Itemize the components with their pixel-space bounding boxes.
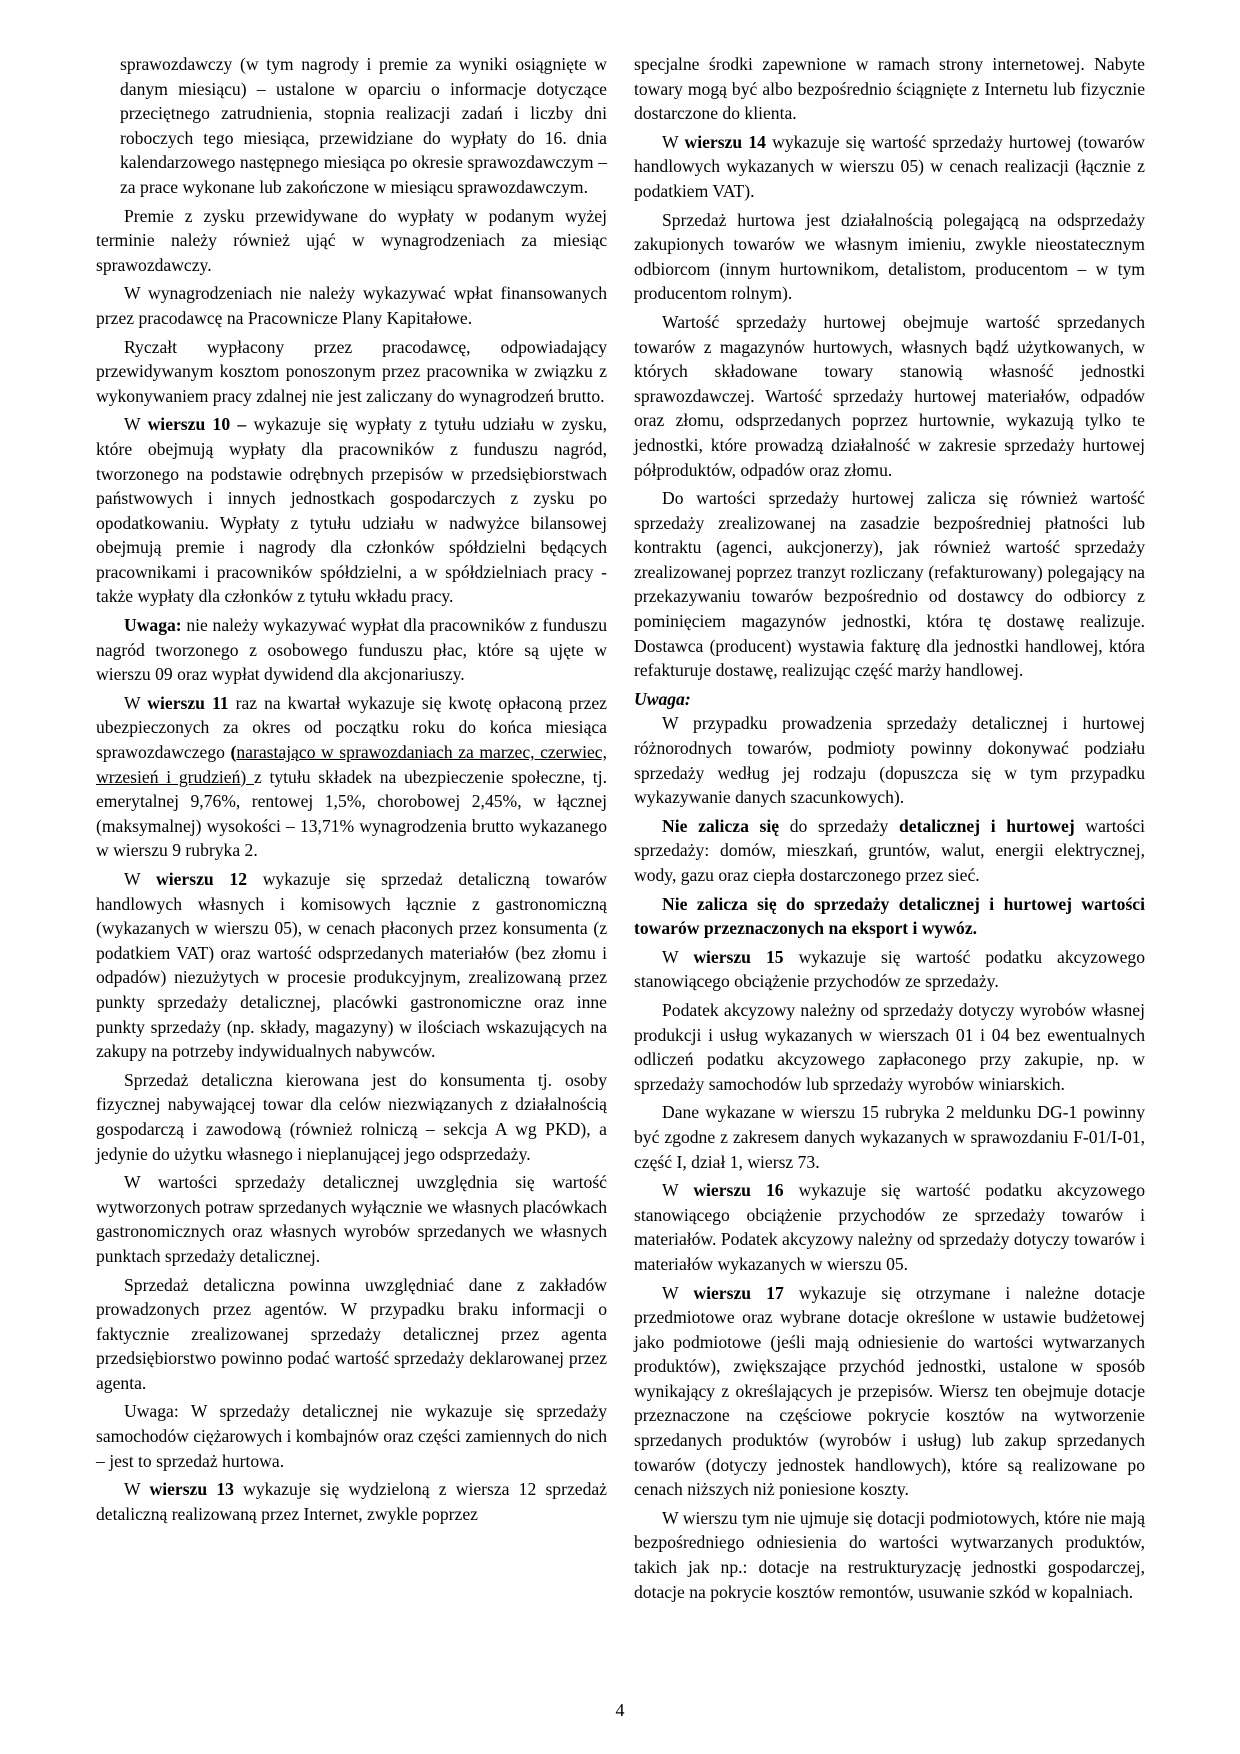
paragraph: Wartość sprzedaży hurtowej obejmuje wartość sprzedanych towarów z magazynów hurtowych, własnych bądź użytkowanych, w których składowane towary stanowią własność jednostki sprawozdawczej. Wartość sprzedaży hurtowej materiałów, odpadów oraz złomu, odsprzedanych poprzez hurtownie, wykazują tylko te jednostki, które prowadzą działalność w zakresie sprzedaży hurtowej półproduktów, odpadów oraz złomu.	[634, 311, 1145, 480]
paragraph: specjalne środki zapewnione w ramach strony internetowej. Nabyte towary mogą być albo bezpośrednio ściągnięte z Internetu lub fizycznie dostarczone do klienta.	[634, 54, 1145, 124]
paragraph-row-10: W wierszu 10 – wykazuje się wypłaty z tytułu udziału w zysku, które obejmują wypłaty dla pracowników z funduszu nagród, tworzonego na podstawie odrębnych przepisów w przedsiębiorstwach państwowych i innych jednostkach gospodarczych z zysku po opodatkowaniu. Wypłaty z tytułu udziału w nadwyżce bilansowej obejmują premie i nagrody dla członków spółdzielni będących pracownikami i pracowników spółdzielni, a w spółdzielniach pracy - także wypłaty dla członków z tytułu wkładu pracy.	[96, 414, 608, 607]
left-column	[96, 52, 607, 1530]
note-paragraph: Uwaga: nie należy wykazywać wypłat dla pracowników z funduszu nagród tworzonego z osobowego funduszu płac, które są ujęte w wierszu 09 oraz wypłat dywidend dla akcjonariuszy.	[96, 615, 607, 685]
paragraph: Nie zalicza się do sprzedaży detalicznej i hurtowej wartości towarów przeznaczonych na eksport i wywóz.	[634, 893, 1145, 939]
paragraph-row-17: W wierszu 17 wykazuje się otrzymane i należne dotacje przedmiotowe oraz wybrane dotacje określone w ustawie budżetowej jako podmiotowe (jeśli mają odniesienie do wartości wytwarzanych produktów), zwiększające przychód jednostki, ustalone w sposób wynikający z określających je przepisów. Wiersz ten obejmuje dotacje przeznaczone na częściowe pokrycie kosztów na wytworzenie sprzedanych produktów (wyrobów i usług) lub zakup sprzedanych towarów (dotyczy jednostek handlowych), które są realizowane po cenach niższych niż poniesione koszty.	[634, 1282, 1146, 1500]
right-column	[634, 52, 1145, 1608]
paragraph: Premie z zysku przewidywane do wypłaty w podanym wyżej terminie należy również ująć w wynagrodzeniach za miesiąc sprawozdawczy.	[96, 205, 607, 275]
paragraph: Dane wykazane w wierszu 15 rubryka 2 meldunku DG-1 powinny być zgodne z zakresem danych wykazanych w sprawozdaniu F-01/I-01, część I, dział 1, wiersz 73.	[634, 1102, 1145, 1172]
paragraph: W przypadku prowadzenia sprzedaży detalicznej i hurtowej różnorodnych towarów, podmioty powinny dokonywać podziału sprzedaży według jej rodzaju (dopuszcza się w tym przypadku wykazywanie danych szacunkowych).	[634, 713, 1145, 808]
page-number: 4	[615, 1700, 625, 1720]
paragraph: Do wartości sprzedaży hurtowej zalicza się również wartość sprzedaży zrealizowanej na zasadzie bezpośredniej płatności lub kontraktu (agenci, aukcjonerzy), jak również wartość sprzedaży zrealizowanej poprzez tranzyt rozliczany (refakturowany) polegający na przekazywaniu towarów bezpośrednio od dostawcy do odbiorcy z pominięciem magazynów jednostki, która tę dostawę realizuje. Dostawca (producent) wystawia fakturę dla jednostki handlowej, która refakturuje dostawę, realizując część marży handlowej.	[634, 488, 1145, 681]
paragraph-row-12: W wierszu 12 wykazuje się sprzedaż detaliczną towarów handlowych własnych i komisowych łącznie z gastronomiczną (wykazanych w wierszu 05), w cenach płaconych przez konsumenta (z podatkiem VAT) oraz wartość odsprzedanych materiałów (bez złomu i odpadów) niezużytych w procesie produkcyjnym, zrealizowaną przez punkty sprzedaży detalicznej, placówki gastronomiczne oraz inne punkty sprzedaży (np. składy, magazyny) w ilościach wskazujących na zakupy na potrzeby indywidualnych nabywców.	[96, 869, 607, 1062]
paragraph: Ryczałt wypłacony przez pracodawcę, odpowiadający przewidywanym kosztom ponoszonym przez pracownika w związku z wykonywaniem pracy zdalnej nie jest zaliczany do wynagrodzeń brutto.	[96, 336, 607, 406]
paragraph-row-16: W wierszu 16 wykazuje się wartość podatku akcyzowego stanowiącego obciążenie przychodów ze sprzedaży towarów i materiałów. Podatek akcyzowy należny od sprzedaży dotyczy towarów i materiałów wykazanych w wierszu 05.	[634, 1180, 1145, 1274]
paragraph: Sprzedaż hurtowa jest działalnością polegającą na odsprzedaży zakupionych towarów we własnym imieniu, zwykle nieostatecznym odbiorcom (innym hurtownikom, detalistom, producentom – w tym producentom rolnym).	[634, 209, 1145, 304]
paragraph-row-14: W wierszu 14 wykazuje się wartość sprzedaży hurtowej (towarów handlowych wykazanych w wierszu 05) w cenach realizacji (łącznie z podatkiem VAT).	[634, 131, 1145, 201]
paragraph: W wartości sprzedaży detalicznej uwzględnia się wartość wytworzonych potraw sprzedanych wyłącznie we własnych placówkach gastronomicznych oraz własnych wyrobów sprzedanych we własnych punktach sprzedaży detalicznej.	[96, 1172, 607, 1266]
paragraph: sprawozdawczy (w tym nagrody i premie za wyniki osiągnięte w danym miesiącu) – ustalone w oparciu o informacje dotyczące przeciętnego zatrudnienia, stopnia realizacji zadań i liczby dni roboczych tego miesiąca, przewidziane do wypłaty do 16. dnia kalendarzowego następnego miesiąca po okresie sprawozdawczym – za prace wykonane lub zakończone w miesiącu sprawozdawczym.	[120, 54, 607, 197]
paragraph-row-13: W wierszu 13 wykazuje się wydzieloną z wiersza 12 sprzedaż detaliczną realizowaną przez Internet, zwykle poprzez	[96, 1479, 607, 1524]
paragraph-row-11: W wierszu 11 raz na kwartał wykazuje się kwotę opłaconą przez ubezpieczonych za okres od początku roku do końca miesiąca sprawozdawczego (narastająco w sprawozdaniach za marzec, czerwiec, wrzesień i grudzień) z tytułu składek na ubezpieczenie społeczne, tj. emerytalnej 9,76%, rentowej 1,5%, chorobowej 2,45%, w łącznej (maksymalnej) wysokości – 13,71% wynagrodzenia brutto wykazanego w wierszu 9 rubryka 2.	[96, 692, 607, 861]
paragraph: W wynagrodzeniach nie należy wykazywać wpłat finansowanych przez pracodawcę na Pracownicze Plany Kapitałowe.	[96, 283, 607, 328]
paragraph-row-15: W wierszu 15 wykazuje się wartość podatku akcyzowego stanowiącego obciążenie przychodów ze sprzedaży.	[634, 946, 1145, 992]
paragraph: Sprzedaż detaliczna powinna uwzględniać dane z zakładów prowadzonych przez agentów. W przypadku braku informacji o faktycznie zrealizowanej sprzedaży detalicznej przez agenta przedsiębiorstwo powinno podać wartość sprzedaży deklarowanej przez agenta.	[96, 1274, 607, 1393]
paragraph: W wierszu tym nie ujmuje się dotacji podmiotowych, które nie mają bezpośredniego odniesienia do wartości wytwarzanych produktów, takich jak np.: dotacje na restrukturyzację jednostki gospodarczej, dotacje na pokrycie kosztów remontów, usuwanie szkód w kopalniach.	[634, 1507, 1145, 1602]
paragraph: Nie zalicza się do sprzedaży detalicznej i hurtowej wartości sprzedaży: domów, mieszkań, gruntów, walut, energii elektrycznej, wody, gazu oraz ciepła dostarczonego przez sieć.	[634, 815, 1145, 885]
paragraph: Podatek akcyzowy należny od sprzedaży dotyczy wyrobów własnej produkcji i usług wykazanych w wierszach 01 i 04 bez ewentualnych odliczeń podatku akcyzowego zapłaconego przy zakupie, np. w sprzedaży samochodów lub sprzedaży wyrobów winiarskich.	[634, 999, 1145, 1094]
paragraph: Uwaga: W sprzedaży detalicznej nie wykazuje się sprzedaży samochodów ciężarowych i kombajnów oraz części zamiennych do nich – jest to sprzedaż hurtowa.	[96, 1401, 608, 1471]
note-heading: Uwaga:	[634, 688, 691, 709]
paragraph: Sprzedaż detaliczna kierowana jest do konsumenta tj. osoby fizycznej nabywającej towar dla celów niezwiązanych z działalnością gospodarczą i zawodową (również rolniczą – sekcja A wg PKD), a jedynie do użytku własnego i nieplanującej jego odsprzedaży.	[96, 1069, 607, 1164]
